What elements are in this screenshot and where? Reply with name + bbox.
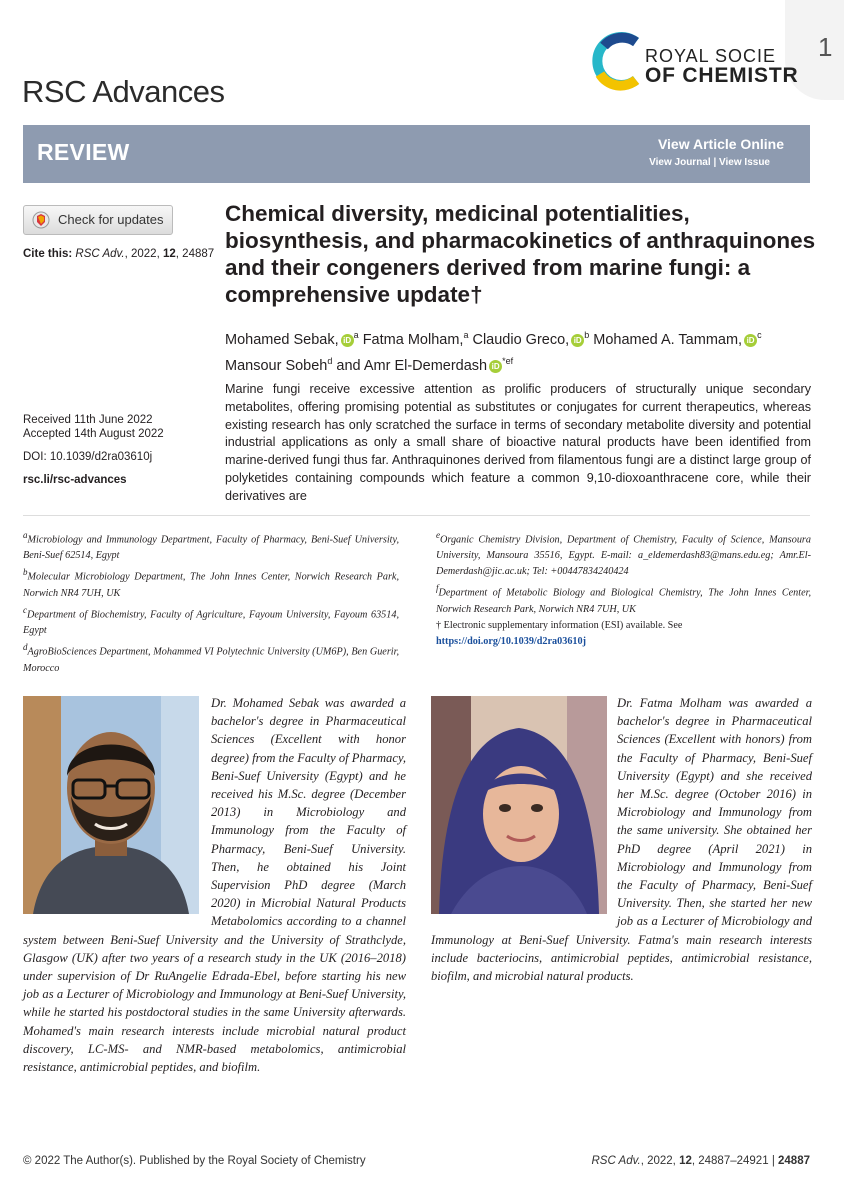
publisher-logo-line1: ROYAL SOCIE [645,46,777,66]
affiliation: $^e$Organic Chemistry Division, Department of Chemistry, Faculty of Science, Mansoura University, Mansoura 35516, Egypt. E-mail: a_eldemerdash83@mans.edu.eg; Amr.El-Demerdash@jic.ac.uk; Tel: +00447834240424 [436,530,811,578]
affiliation: $^b$Molecular Microbiology Department, The John Innes Center, Norwich Research Park, Norwich NR4 7UH, UK [23,567,399,599]
cite-this: Cite this: RSC Adv., 2022, 12, 24887 [23,248,215,260]
article-banner [23,125,810,183]
footer-citation: RSC Adv., 2022, 12, 24887–24921 | 24887 [591,1155,810,1167]
affiliations-left [23,527,399,677]
page-number: 1 [818,32,833,62]
affiliation: $^d$AgroBioSciences Department, Mohammed VI Polytechnic University (UM6P), Ben Guerir, Morocco [23,642,399,674]
doi: DOI: 10.1039/d2ra03610j [23,451,153,463]
esi-link[interactable]: https://doi.org/10.1039/d2ra03610j [436,635,586,647]
dates [23,413,164,441]
orcid-icon[interactable]: iD [744,334,757,347]
accepted-date: Accepted 14th August 2022 [23,428,164,440]
esi-note: † Electronic supplementary information (ESI) available. See [436,619,683,631]
author-name[interactable]: Mohamed A. Tammam, [593,331,743,348]
view-article-online-link[interactable]: View Article Online [657,136,784,152]
view-issue-link[interactable]: View Issue [719,157,770,168]
check-updates-icon [32,211,50,229]
author-name[interactable]: Claudio Greco, [472,331,570,348]
check-for-updates-label: Check for updates [58,212,164,227]
view-journal-link[interactable]: View Journal [649,157,711,168]
orcid-icon[interactable]: iD [489,360,502,373]
affiliation: $^f$Department of Metabolic Biology and Biological Chemistry, The John Innes Center, Norwich Research Park, Norwich NR4 7UH, UK [436,583,811,615]
journal-link[interactable]: rsc.li/rsc-advances [23,474,127,486]
abstract: Marine fungi receive excessive attention as prolific producers of structurally unique secondary metabolites, offering promising potential as substitutes or conjugates for current therapeutics, whereas existing research has only scratched the surface in terms of secondary metabolite diversity and potential industrial applications as only a small share of bioactive natural products have been identified from marine-derived fungi thus far. Anthraquinones derived from filamentous fungi are a distinct large group of polyketides containing compounds which feature a common 9,10-dioxoanthracene core, while their derivatives are [225,382,811,503]
affiliation: $^c$Department of Biochemistry, Faculty of Agriculture, Fayoum University, Fayoum 63514, Egypt [23,604,399,637]
author-name[interactable]: and Amr El-Demerdash [336,357,488,374]
orcid-icon[interactable]: iD [341,334,354,347]
banner-separator: | [713,157,717,168]
copyright: © 2022 The Author(s). Published by the Royal Society of Chemistry [23,1155,366,1167]
author-bio-molham: Dr. Fatma Molham was awarded a bachelor's degree in Pharmaceutical Sciences (Excellent with honors) from the Faculty of Pharmacy, Beni-Suef University (Egypt) and she received her M.Sc. degree (October 2016) in Microbiology and Immunology from the same university. She obtained her PhD degree (April 2021) in Microbiology and Immunology from the Faculty of Pharmacy, Beni-Suef University. Then, she started her new job as a Lecturer of Microbiology and Immunology at Beni-Suef University. Fatma's main research interests include bacteriocins, antimicrobial peptides, antimicrobial resistance, biofilm, and microbial natural products. [431,696,812,984]
affiliation: $^a$Microbiology and Immunology Department, Faculty of Pharmacy, Beni-Suef University, Beni-Suef 62514, Egypt [23,530,399,562]
article-type: REVIEW [37,139,130,165]
publisher-logo-line2: OF CHEMISTR [645,64,799,87]
rsc-logo-icon [592,30,644,92]
journal-name: RSC Advances [22,74,225,109]
received-date: Received 11th June 2022 [23,414,153,426]
article-title: Chemical diversity, medicinal potentialities, biosynthesis, and pharmacokinetics of anthraquinones and their congeners derived from marine fungi: a comprehensive update† [225,201,816,307]
author-name[interactable]: Mohamed Sebak, [225,331,339,348]
divider [23,515,810,516]
author-name[interactable]: Mansour Sobeh [225,357,328,374]
orcid-icon[interactable]: iD [571,334,584,347]
author-list: Mohamed Sebak, $iD^a$ Fatma Molham,$^a$ Claudio Greco, $iD^b$ Mohamed A. Tammam, $iD^c$ Mansour Sobeh$^d$ and Amr El-Demerdash $iD^{*ef}$ [225,330,762,374]
affiliations-right [436,527,811,650]
author-name[interactable]: Fatma Molham, [362,331,464,348]
page-footer [23,1155,810,1167]
banner-links [649,157,770,168]
check-for-updates-button[interactable] [23,205,173,235]
author-bio-sebak: Dr. Mohamed Sebak was awarded a bachelor's degree in Pharmaceutical Sciences (Excellent with honor degree) from the Faculty of Pharmacy, Beni-Suef University (Egypt) and he received his M.Sc. degree (December 2013) in Microbiology and Immunology from the Faculty of Pharmacy, Beni-Suef University. Then, he obtained his Joint Supervision PhD degree (March 2020) in Microbial Natural Products Metabolomics according to a channel system between Beni-Suef University and the University of Strathclyde, Glasgow (UK) after two years of a research study in the UK (2016–2018) under supervision of Dr RuAngelie Edrada-Ebel, before starting his new job as a Lecturer of Microbiology and Immunology at Beni-Suef University, while he started his postdoctoral studies in the same University afterwards. Mohamed's main research interests include microbial natural product discovery, LC-MS- and NMR-based metabolomics, antimicrobial resistance, antimicrobial peptides, and biofilm. [23,696,406,1075]
